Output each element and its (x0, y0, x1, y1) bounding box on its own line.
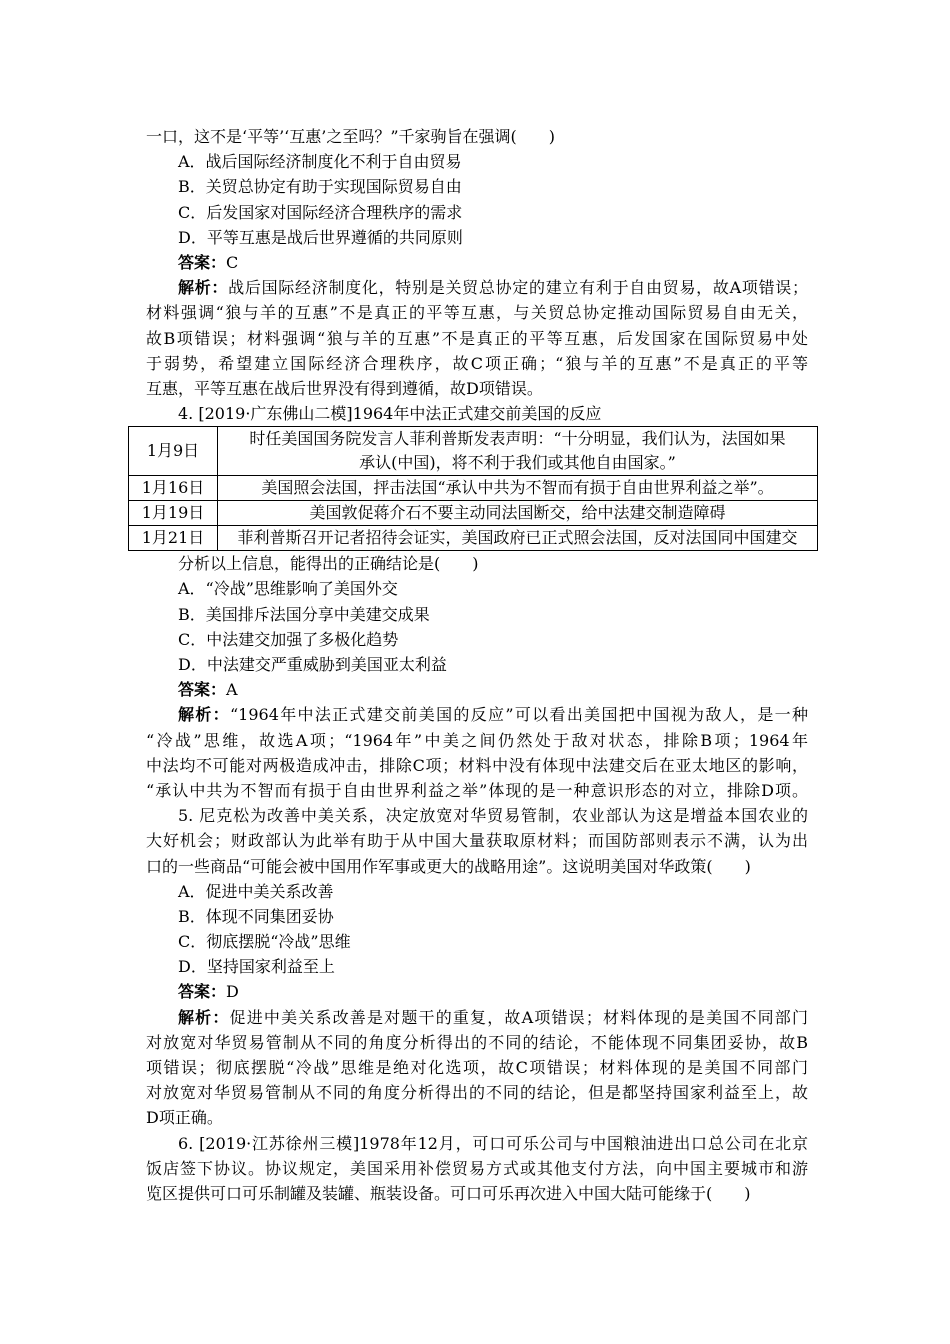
table-date-cell: 1月9日 (129, 427, 218, 476)
q5-analysis-line-4: 对放宽对华贸易管制从不同的角度分析得出的不同的结论，但是都坚持国家利益至上，故 (146, 1083, 808, 1103)
table-row (129, 526, 818, 551)
analysis-label: 解析： (178, 1007, 230, 1027)
q3-analysis-line-4: 于弱势，希望建立国际经济合理秩序，故C项正确；“狼与羊的互惠”不是真正的平等 (146, 353, 808, 373)
answer-value: D (226, 982, 239, 1002)
table-date-cell: 1月16日 (129, 476, 218, 501)
table-row (129, 476, 818, 501)
q4-option-c: C．中法建交加强了多极化趋势 (178, 629, 399, 649)
q5-analysis-line-2: 对放宽对华贸易管制从不同的角度分析得出的不同的结论，不能体现不同集团妥协，故B (146, 1032, 808, 1052)
table-row (129, 427, 818, 476)
answer-label: 答案： (178, 680, 227, 700)
q5-analysis-line-1 (146, 1005, 808, 1030)
analysis-text: 促进中美关系改善是对题干的重复，故A项错误；材料体现的是美国不同部门 (229, 1007, 808, 1027)
analysis-label: 解析： (178, 278, 229, 298)
q5-option-c: C．彻底摆脱“冷战”思维 (178, 932, 351, 952)
q5-stem-line-1: 5. 尼克松为改善中美关系，决定放宽对华贸易管制，农业部认为这是增益本国农业的 (178, 806, 808, 826)
q4-stem: 分析以上信息，能得出的正确结论是( ) (178, 554, 479, 574)
table-event-cell: 菲利普斯召开记者招待会证实，美国政府已正式照会法国，反对法国同中国建交 (218, 526, 818, 551)
q3-answer (146, 250, 808, 275)
table-event-line: 时任美国国务院发言人菲利普斯发表声明：“十分明显，我们认为，法国如果 (249, 429, 786, 449)
q4-timeline-table (128, 426, 818, 551)
q4-analysis-line-1 (146, 702, 808, 727)
q4-option-a: A．“冷战”思维影响了美国外交 (178, 579, 398, 599)
q4-analysis-line-4: “承认中共为不智而有损于自由世界利益之举”体现的是一种意识形态的对立，排除D项。 (146, 780, 808, 800)
q6-stem-line-2: 饭店签下协议。协议规定，美国采用补偿贸易方式或其他支付方法，向中国主要城市和游 (146, 1158, 808, 1178)
q5-analysis-line-3: 项错误；彻底摆脱“冷战”思维是绝对化选项，故C项错误；材料体现的是美国不同部门 (146, 1058, 808, 1077)
q3-stem-tail: 一口，这不是‘平等’‘互惠’之至吗？”千家驹旨在强调( ) (146, 127, 556, 146)
q3-analysis-line-1 (146, 275, 808, 300)
q3-option-a: A．战后国际经济制度化不利于自由贸易 (178, 152, 462, 172)
q3-option-d: D．平等互惠是战后世界遵循的共同原则 (178, 227, 463, 247)
answer-value: C (226, 252, 239, 272)
table-event-cell (218, 427, 818, 476)
q5-stem-line-3: 口的一些商品“可能会被中国用作军事或更大的战略用途”。这说明美国对华政策( ) (146, 856, 751, 876)
answer-label: 答案： (178, 252, 227, 272)
q3-analysis-line-2: 材料强调“狼与羊的互惠”不是真正的平等互惠，与关贸总协定推动国际贸易自由无关， (146, 303, 808, 323)
analysis-text: 战后国际经济制度化，特别是关贸总协定的建立有利于自由贸易，故A项错误； (228, 278, 808, 298)
analysis-text: “1964年中法正式建交前美国的反应”可以看出美国把中国视为敌人，是一种 (229, 705, 808, 725)
q5-analysis-line-5: D项正确。 (146, 1108, 223, 1128)
q3-option-c: C．后发国家对国际经济合理秩序的需求 (178, 202, 463, 222)
document-content (141, 124, 808, 1206)
q4-option-b: B．美国排斥法国分享中美建交成果 (178, 604, 430, 624)
table-event-cell: 美国照会法国，抨击法国“承认中共为不智而有损于自由世界利益之举”。 (218, 476, 818, 501)
table-event-cell: 美国敦促蒋介石不要主动同法国断交，给中法建交制造障碍 (218, 501, 818, 526)
table-row (129, 501, 818, 526)
answer-label: 答案： (178, 982, 227, 1002)
q6-stem-line-1: 6. [2019·江苏徐州三模]1978年12月，可口可乐公司与中国粮油进出口总公司在北京 (178, 1133, 808, 1153)
q3-option-b: B．关贸总协定有助于实现国际贸易自由 (178, 177, 462, 197)
analysis-label: 解析： (178, 705, 230, 725)
table-date-cell: 1月19日 (129, 501, 218, 526)
q4-option-d: D．中法建交严重威胁到美国亚太利益 (178, 655, 447, 674)
q5-stem-line-2: 大好机会；财政部认为此举有助于从中国大量获取原材料；而国防部则表示不满，认为出 (146, 831, 808, 851)
q4-answer (146, 677, 808, 702)
q4-analysis-line-2: “冷战”思维，故选A项；“1964年”中美之间仍然处于敌对状态，排除B项；1964年 (146, 730, 808, 750)
q5-option-a: A．促进中美关系改善 (178, 881, 334, 901)
q5-answer (146, 979, 808, 1004)
q4-analysis-line-3: 中法均不可能对两极造成冲击，排除C项；材料中没有体现中法建交后在亚太地区的影响， (146, 755, 808, 775)
q3-analysis-line-3: 故B项错误；材料强调“狼与羊的互惠”不是真正的平等互惠，后发国家在国际贸易中处 (146, 328, 808, 348)
table-date-cell: 1月21日 (129, 526, 218, 551)
q4-title: 4. [2019·广东佛山二模]1964年中法正式建交前美国的反应 (178, 404, 602, 424)
q3-analysis-line-5: 互惠，平等互惠在战后世界没有得到遵循，故D项错误。 (146, 378, 543, 398)
q5-option-d: D．坚持国家利益至上 (178, 957, 335, 977)
answer-value: A (226, 680, 238, 700)
q6-stem-line-3: 览区提供可口可乐制罐及装罐、瓶装设备。可口可乐再次进入中国大陆可能缘于( ) (146, 1183, 751, 1203)
table-event-line: 承认(中国)，将不利于我们或其他自由国家。” (359, 453, 676, 473)
q5-option-b: B．体现不同集团妥协 (178, 906, 334, 926)
